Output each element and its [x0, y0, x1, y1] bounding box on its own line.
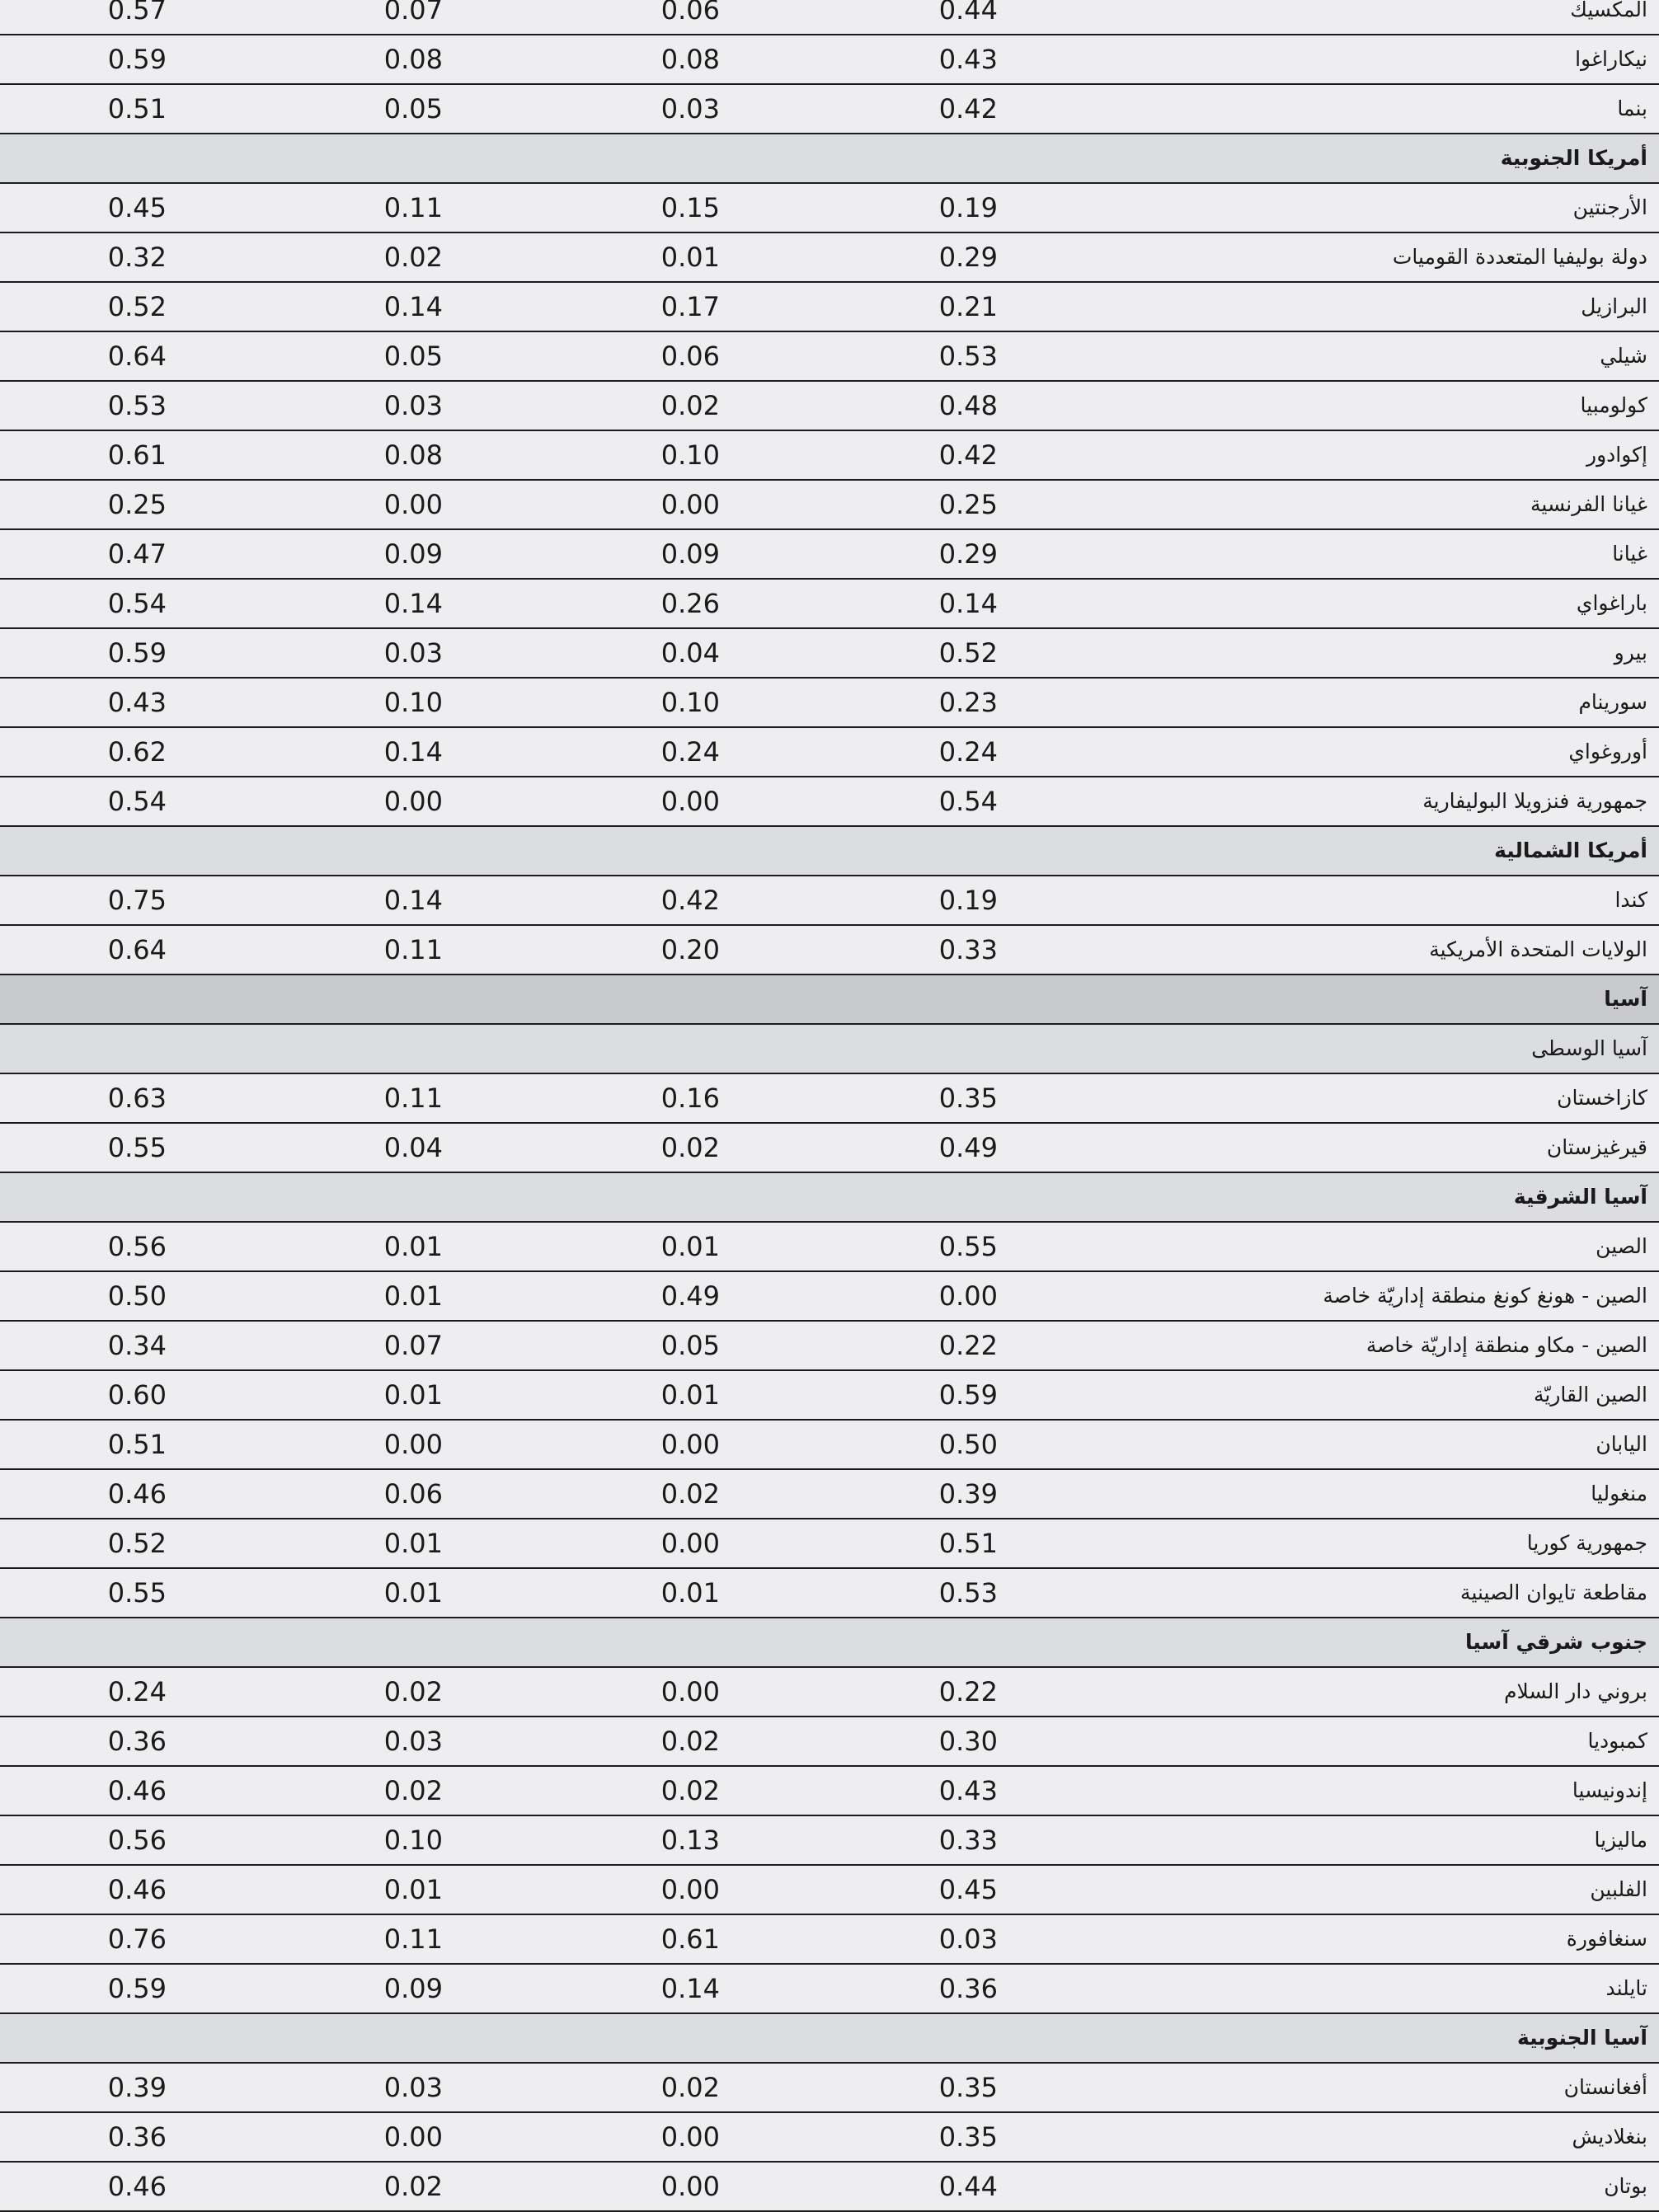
value-cell-col-3: 0.03	[383, 390, 443, 421]
table-row	[0, 1569, 1659, 1618]
value-cell-col-3: 0.08	[383, 44, 443, 75]
value-cell-col-4: 0.53	[107, 390, 167, 421]
value-cell-col-4: 0.75	[107, 885, 167, 916]
country-name: أوروغواي	[1568, 740, 1647, 763]
country-name: بيرو	[1614, 641, 1647, 665]
value-cell-col-1: 0.33	[938, 934, 998, 965]
value-cell-col-2: 0.15	[660, 192, 720, 223]
value-cell-col-2: 0.01	[660, 1379, 720, 1411]
value-cell-col-4: 0.57	[107, 0, 167, 26]
value-cell-col-1: 0.35	[938, 2121, 998, 2153]
country-name: الصين	[1596, 1234, 1647, 1258]
table-row	[0, 1470, 1659, 1519]
country-name: بروني دار السلام	[1504, 1679, 1647, 1703]
value-cell-col-1: 0.48	[938, 390, 998, 421]
value-cell-col-3: 0.05	[383, 93, 443, 124]
value-cell-col-1: 0.43	[938, 1775, 998, 1806]
value-cell-col-2: 0.00	[660, 786, 720, 817]
value-cell-col-2: 0.14	[660, 1973, 720, 2004]
table-row	[0, 1668, 1659, 1717]
value-cell-col-3: 0.02	[383, 1775, 443, 1806]
country-name: كمبوديا	[1587, 1729, 1647, 1753]
value-cell-col-1: 0.35	[938, 1083, 998, 1114]
country-name: اليابان	[1596, 1432, 1647, 1456]
value-cell-col-2: 0.02	[660, 2072, 720, 2103]
value-cell-col-3: 0.01	[383, 1577, 443, 1609]
value-cell-col-1: 0.52	[938, 637, 998, 669]
table-row	[0, 85, 1659, 134]
table-row	[0, 481, 1659, 530]
value-cell-col-4: 0.45	[107, 192, 167, 223]
value-cell-col-1: 0.23	[938, 687, 998, 718]
country-name: بوتان	[1604, 2174, 1647, 2198]
value-cell-col-1: 0.42	[938, 93, 998, 124]
value-cell-col-2: 0.00	[660, 2171, 720, 2202]
value-cell-col-2: 0.16	[660, 1083, 720, 1114]
value-cell-col-3: 0.02	[383, 2171, 443, 2202]
value-cell-col-4: 0.56	[107, 1825, 167, 1856]
table-row	[0, 1717, 1659, 1767]
value-cell-col-1: 0.43	[938, 44, 998, 75]
table-row	[0, 0, 1659, 35]
value-cell-col-4: 0.25	[107, 489, 167, 520]
value-cell-col-4: 0.39	[107, 2072, 167, 2103]
value-cell-col-2: 0.00	[660, 1874, 720, 1905]
value-cell-col-2: 0.00	[660, 1429, 720, 1460]
subregion-header-row	[0, 1025, 1659, 1074]
value-cell-col-2: 0.61	[660, 1923, 720, 1955]
country-name: كازاخستان	[1557, 1086, 1647, 1110]
country-name: باراغواي	[1576, 591, 1647, 615]
value-cell-col-2: 0.10	[660, 439, 720, 471]
country-name: كولومبيا	[1580, 393, 1647, 417]
value-cell-col-3: 0.01	[383, 1528, 443, 1559]
value-cell-col-4: 0.64	[107, 934, 167, 965]
value-cell-col-1: 0.19	[938, 885, 998, 916]
value-cell-col-3: 0.04	[383, 1132, 443, 1163]
value-cell-col-2: 0.02	[660, 1478, 720, 1510]
value-cell-col-4: 0.76	[107, 1923, 167, 1955]
table-row	[0, 580, 1659, 629]
value-cell-col-2: 0.06	[660, 0, 720, 26]
value-cell-col-2: 0.17	[660, 291, 720, 322]
country-name: جمهورية فنزويلا البوليفارية	[1422, 789, 1647, 813]
value-cell-col-2: 0.02	[660, 390, 720, 421]
table-row	[0, 876, 1659, 926]
table-row	[0, 382, 1659, 431]
value-cell-col-2: 0.06	[660, 340, 720, 372]
value-cell-col-1: 0.39	[938, 1478, 998, 1510]
group-name: آسيا الجنوبية	[1516, 2026, 1647, 2050]
table-row	[0, 233, 1659, 283]
country-name: منغوليا	[1591, 1482, 1647, 1505]
value-cell-col-2: 0.01	[660, 242, 720, 273]
table-row	[0, 1915, 1659, 1965]
value-cell-col-4: 0.46	[107, 2171, 167, 2202]
value-cell-col-3: 0.00	[383, 489, 443, 520]
value-cell-col-1: 0.00	[938, 1280, 998, 1312]
value-cell-col-1: 0.35	[938, 2072, 998, 2103]
value-cell-col-1: 0.50	[938, 1429, 998, 1460]
value-cell-col-2: 0.04	[660, 637, 720, 669]
value-cell-col-4: 0.59	[107, 1973, 167, 2004]
value-cell-col-4: 0.55	[107, 1577, 167, 1609]
value-cell-col-1: 0.25	[938, 489, 998, 520]
value-cell-col-4: 0.52	[107, 291, 167, 322]
table-row	[0, 1124, 1659, 1173]
value-cell-col-4: 0.46	[107, 1874, 167, 1905]
value-cell-col-4: 0.46	[107, 1775, 167, 1806]
value-cell-col-4: 0.63	[107, 1083, 167, 1114]
value-cell-col-1: 0.45	[938, 1874, 998, 1905]
value-cell-col-4: 0.50	[107, 1280, 167, 1312]
country-name: الفلبين	[1590, 1877, 1647, 1901]
value-cell-col-2: 0.09	[660, 538, 720, 570]
country-name: الصين - مكاو منطقة إداريّة خاصة	[1365, 1333, 1647, 1357]
country-name: غيانا	[1612, 542, 1647, 566]
value-cell-col-3: 0.11	[383, 192, 443, 223]
group-name: جنوب شرقي آسيا	[1465, 1630, 1647, 1654]
value-cell-col-4: 0.61	[107, 439, 167, 471]
value-cell-col-4: 0.55	[107, 1132, 167, 1163]
value-cell-col-1: 0.24	[938, 736, 998, 768]
country-name: بنغلاديش	[1572, 2125, 1647, 2149]
value-cell-col-1: 0.54	[938, 786, 998, 817]
country-name: دولة بوليفيا المتعددة القوميات	[1392, 245, 1647, 269]
value-cell-col-3: 0.00	[383, 1429, 443, 1460]
value-cell-col-3: 0.02	[383, 242, 443, 273]
table-row	[0, 431, 1659, 481]
table-row	[0, 35, 1659, 85]
value-cell-col-2: 0.02	[660, 1726, 720, 1757]
value-cell-col-1: 0.21	[938, 291, 998, 322]
value-cell-col-4: 0.36	[107, 2121, 167, 2153]
value-cell-col-4: 0.62	[107, 736, 167, 768]
value-cell-col-2: 0.13	[660, 1825, 720, 1856]
value-cell-col-1: 0.55	[938, 1231, 998, 1262]
subregion-header-row	[0, 1173, 1659, 1223]
value-cell-col-3: 0.09	[383, 1973, 443, 2004]
table-row	[0, 777, 1659, 827]
value-cell-col-1: 0.14	[938, 588, 998, 619]
country-name: البرازيل	[1581, 294, 1647, 318]
value-cell-col-3: 0.06	[383, 1478, 443, 1510]
value-cell-col-3: 0.03	[383, 637, 443, 669]
value-cell-col-1: 0.42	[938, 439, 998, 471]
value-cell-col-3: 0.10	[383, 1825, 443, 1856]
value-cell-col-2: 0.01	[660, 1577, 720, 1609]
table-row	[0, 679, 1659, 728]
table-row	[0, 1965, 1659, 2014]
value-cell-col-4: 0.60	[107, 1379, 167, 1411]
country-name: مقاطعة تايوان الصينية	[1460, 1580, 1647, 1604]
value-cell-col-1: 0.49	[938, 1132, 998, 1163]
table-row	[0, 184, 1659, 233]
table-row	[0, 1322, 1659, 1371]
group-name: أمريكا الجنوبية	[1500, 146, 1647, 170]
value-cell-col-1: 0.30	[938, 1726, 998, 1757]
value-cell-col-2: 0.02	[660, 1775, 720, 1806]
region-header-row	[0, 975, 1659, 1025]
country-name: قيرغيزستان	[1546, 1135, 1647, 1159]
table-row	[0, 1223, 1659, 1272]
value-cell-col-3: 0.01	[383, 1231, 443, 1262]
value-cell-col-3: 0.03	[383, 2072, 443, 2103]
value-cell-col-2: 0.03	[660, 93, 720, 124]
country-name: سنغافورة	[1566, 1927, 1647, 1951]
value-cell-col-3: 0.00	[383, 2121, 443, 2153]
country-name: سورينام	[1578, 690, 1647, 714]
value-cell-col-1: 0.03	[938, 1923, 998, 1955]
subregion-header-row	[0, 1618, 1659, 1668]
value-cell-col-2: 0.00	[660, 489, 720, 520]
value-cell-col-3: 0.03	[383, 1726, 443, 1757]
value-cell-col-4: 0.51	[107, 93, 167, 124]
value-cell-col-2: 0.26	[660, 588, 720, 619]
value-cell-col-3: 0.10	[383, 687, 443, 718]
table-row	[0, 1074, 1659, 1124]
country-name: تايلند	[1605, 1976, 1647, 2000]
value-cell-col-4: 0.52	[107, 1528, 167, 1559]
country-name: الصين - هونغ كونغ منطقة إداريّة خاصة	[1323, 1284, 1647, 1308]
value-cell-col-2: 0.02	[660, 1132, 720, 1163]
country-name: شيلي	[1600, 344, 1647, 368]
table-row	[0, 1866, 1659, 1915]
country-name: الصين القاريّة	[1533, 1383, 1647, 1407]
value-cell-col-3: 0.11	[383, 934, 443, 965]
value-cell-col-3: 0.14	[383, 885, 443, 916]
value-cell-col-4: 0.47	[107, 538, 167, 570]
subregion-header-row	[0, 827, 1659, 876]
value-cell-col-4: 0.64	[107, 340, 167, 372]
value-cell-col-1: 0.44	[938, 0, 998, 26]
value-cell-col-2: 0.00	[660, 2121, 720, 2153]
value-cell-col-2: 0.42	[660, 885, 720, 916]
value-cell-col-1: 0.22	[938, 1330, 998, 1361]
value-cell-col-2: 0.49	[660, 1280, 720, 1312]
value-cell-col-1: 0.59	[938, 1379, 998, 1411]
table-row	[0, 1767, 1659, 1816]
value-cell-col-2: 0.00	[660, 1676, 720, 1707]
table-row	[0, 728, 1659, 777]
value-cell-col-3: 0.14	[383, 291, 443, 322]
group-name: آسيا الوسطى	[1531, 1036, 1647, 1060]
value-cell-col-2: 0.05	[660, 1330, 720, 1361]
value-cell-col-3: 0.01	[383, 1874, 443, 1905]
subregion-header-row	[0, 2014, 1659, 2064]
value-cell-col-1: 0.44	[938, 2171, 998, 2202]
group-name: آسيا الشرقية	[1513, 1185, 1647, 1209]
country-name: كندا	[1614, 888, 1647, 912]
table-row	[0, 1421, 1659, 1470]
value-cell-col-4: 0.54	[107, 588, 167, 619]
value-cell-col-3: 0.01	[383, 1280, 443, 1312]
value-cell-col-1: 0.29	[938, 538, 998, 570]
value-cell-col-3: 0.11	[383, 1923, 443, 1955]
value-cell-col-3: 0.02	[383, 1676, 443, 1707]
table-row	[0, 530, 1659, 580]
value-cell-col-4: 0.59	[107, 637, 167, 669]
value-cell-col-1: 0.33	[938, 1825, 998, 1856]
value-cell-col-4: 0.46	[107, 1478, 167, 1510]
value-cell-col-2: 0.10	[660, 687, 720, 718]
value-cell-col-1: 0.53	[938, 1577, 998, 1609]
table-row	[0, 2163, 1659, 2212]
table-row	[0, 2113, 1659, 2163]
value-cell-col-4: 0.56	[107, 1231, 167, 1262]
value-cell-col-1: 0.53	[938, 340, 998, 372]
value-cell-col-4: 0.43	[107, 687, 167, 718]
value-cell-col-1: 0.36	[938, 1973, 998, 2004]
value-cell-col-1: 0.29	[938, 242, 998, 273]
value-cell-col-4: 0.51	[107, 1429, 167, 1460]
value-cell-col-3: 0.05	[383, 340, 443, 372]
country-name: بنما	[1617, 96, 1647, 120]
table-row	[0, 926, 1659, 975]
value-cell-col-3: 0.09	[383, 538, 443, 570]
country-name: نيكاراغوا	[1575, 47, 1647, 71]
value-cell-col-4: 0.32	[107, 242, 167, 273]
value-cell-col-2: 0.01	[660, 1231, 720, 1262]
value-cell-col-2: 0.20	[660, 934, 720, 965]
value-cell-col-4: 0.54	[107, 786, 167, 817]
country-name: إكوادور	[1586, 443, 1647, 467]
country-name: ماليزيا	[1594, 1828, 1647, 1852]
table-row	[0, 283, 1659, 332]
country-name: أفغانستان	[1563, 2075, 1647, 2099]
table-row	[0, 1816, 1659, 1866]
value-cell-col-4: 0.34	[107, 1330, 167, 1361]
value-cell-col-3: 0.07	[383, 0, 443, 26]
value-cell-col-4: 0.36	[107, 1726, 167, 1757]
value-cell-col-3: 0.14	[383, 736, 443, 768]
value-cell-col-1: 0.51	[938, 1528, 998, 1559]
table-row	[0, 332, 1659, 382]
country-name: غيانا الفرنسية	[1530, 492, 1647, 516]
country-name: إندونيسيا	[1572, 1778, 1647, 1802]
value-cell-col-3: 0.07	[383, 1330, 443, 1361]
country-name: الأرجنتين	[1572, 195, 1647, 219]
subregion-header-row	[0, 134, 1659, 184]
group-name: آسيا	[1604, 987, 1647, 1011]
value-cell-col-2: 0.24	[660, 736, 720, 768]
value-cell-col-3: 0.08	[383, 439, 443, 471]
table-row	[0, 1371, 1659, 1421]
value-cell-col-4: 0.24	[107, 1676, 167, 1707]
value-cell-col-1: 0.19	[938, 192, 998, 223]
value-cell-col-3: 0.00	[383, 786, 443, 817]
country-name: الولايات المتحدة الأمريكية	[1429, 937, 1647, 961]
group-name: أمريكا الشمالية	[1494, 838, 1647, 862]
value-cell-col-3: 0.14	[383, 588, 443, 619]
table-row	[0, 629, 1659, 679]
value-cell-col-3: 0.01	[383, 1379, 443, 1411]
value-cell-col-3: 0.11	[383, 1083, 443, 1114]
value-cell-col-4: 0.59	[107, 44, 167, 75]
country-name: جمهورية كوريا	[1526, 1531, 1647, 1555]
value-cell-col-2: 0.00	[660, 1528, 720, 1559]
value-cell-col-2: 0.08	[660, 44, 720, 75]
table-row	[0, 2064, 1659, 2113]
value-cell-col-1: 0.22	[938, 1676, 998, 1707]
table-row	[0, 1519, 1659, 1569]
table-row	[0, 1272, 1659, 1322]
country-name: المكسيك	[1570, 0, 1647, 21]
